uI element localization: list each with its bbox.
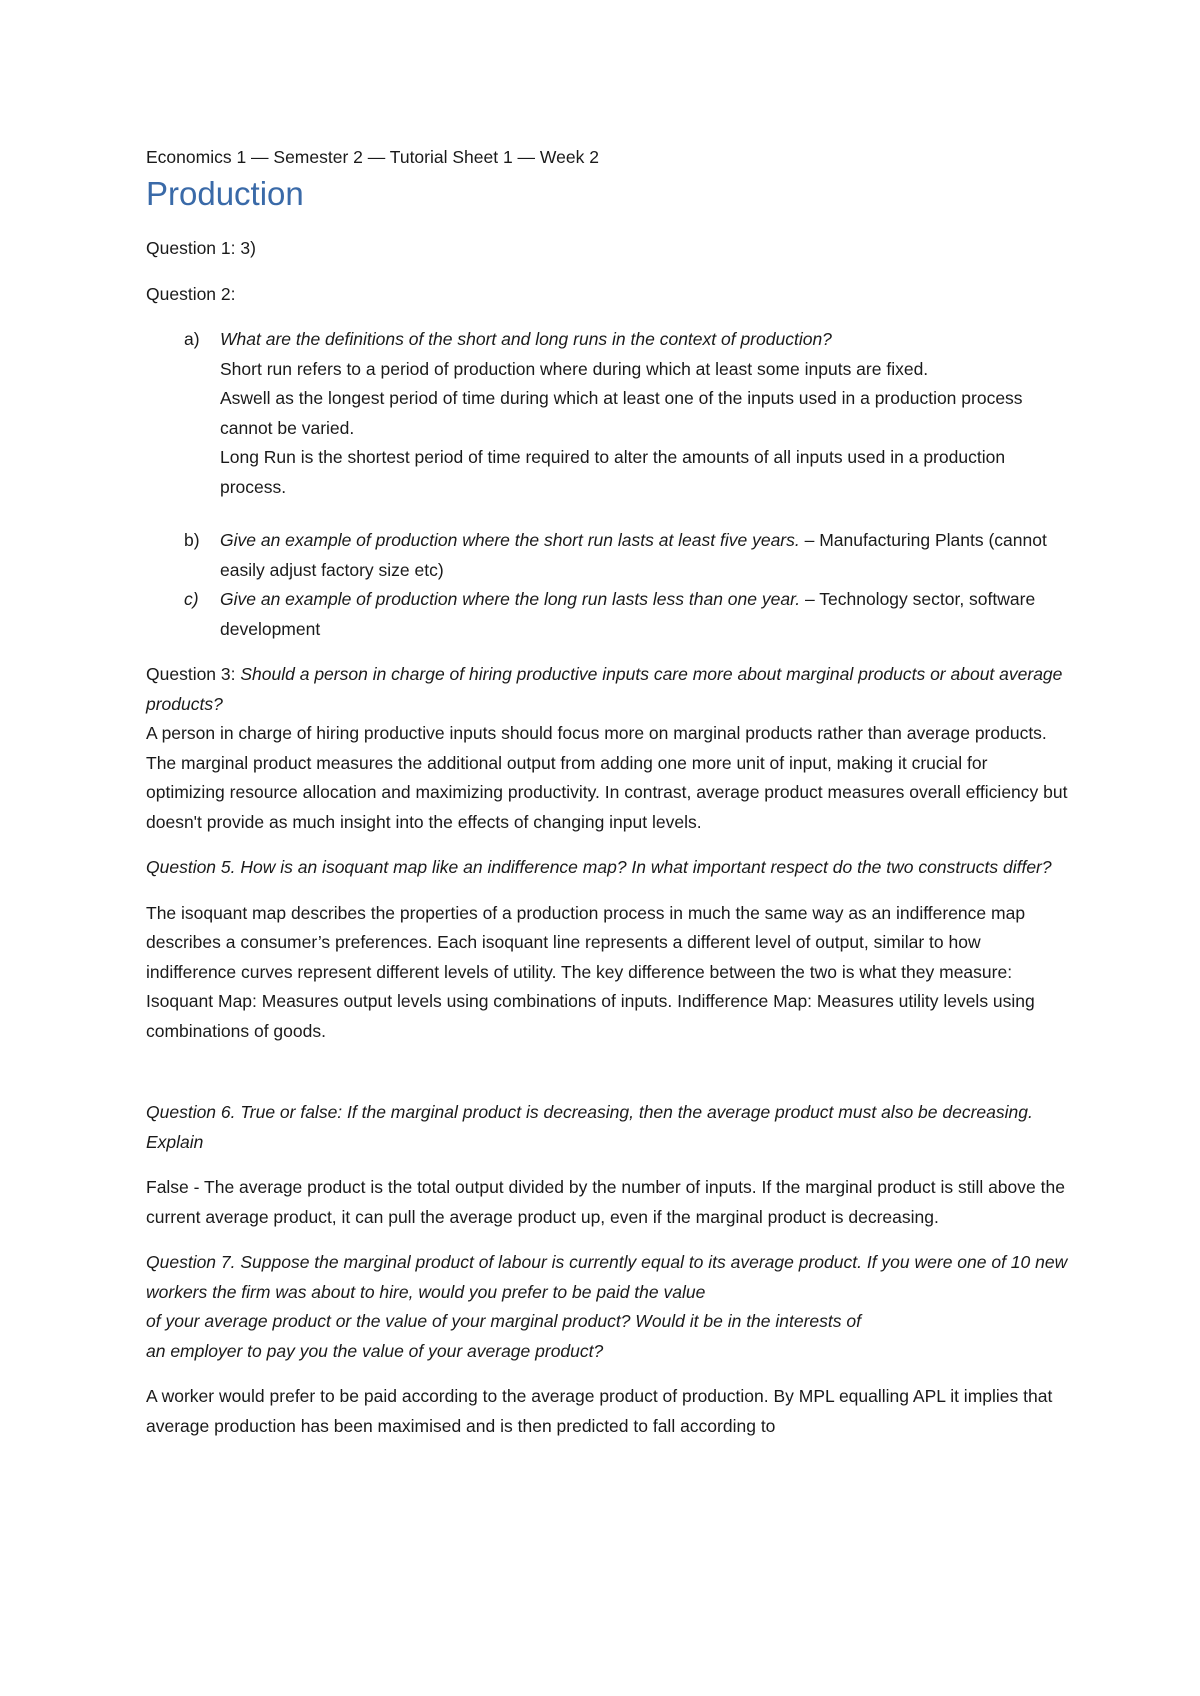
question-2b-answer: – Manufacturing Plants (cannot easily adjust factory size etc) xyxy=(220,530,1047,580)
list-marker: a) xyxy=(184,329,200,349)
question-3-label: Question 3: xyxy=(146,664,241,684)
question-6-answer: False - The average product is the total output divided by the number of inputs. If the marginal product is still above the current average product, it can pull the average product up, even if the marginal product is decreasing. xyxy=(146,1177,1065,1227)
question-5-text: Question 5. How is an isoquant map like an indifference map? In what important respect do the two constructs differ? xyxy=(146,857,1052,877)
document-title: Production xyxy=(146,175,304,212)
question-2c xyxy=(146,585,1070,644)
question-2-sublist xyxy=(146,325,1070,644)
question-2c-text: Give an example of production where the long run lasts less than one year. xyxy=(220,589,801,609)
question-7-text xyxy=(146,1248,1070,1366)
question-3-answer: A person in charge of hiring productive inputs should focus more on marginal products rather than average products. The marginal product measures the additional output from adding one more unit of input, making it crucial for optimizing resource allocation and maximizing productivity. In contrast, average product measures overall efficiency but doesn't provide as much insight into the effects of changing input levels. xyxy=(146,723,1068,832)
list-marker: b) xyxy=(184,530,200,550)
question-7-line-3: an employer to pay you the value of your average product? xyxy=(146,1340,604,1361)
list-marker: c) xyxy=(184,589,199,609)
question-1: Question 1: 3) xyxy=(146,238,256,258)
question-3-text: Should a person in charge of hiring productive inputs care more about marginal products or about average products? xyxy=(146,664,1063,714)
question-2c-answer: – Technology sector, software development xyxy=(220,589,1036,639)
question-2a-answer-short-run: Short run refers to a period of production where during which at least some inputs are fixed. xyxy=(220,358,929,379)
question-7-line-1: Question 7. Suppose the marginal product of labour is currently equal to its average product. If you were one of 10 new workers the firm was about to hire, would you prefer to be paid the value xyxy=(146,1252,1068,1302)
question-2a xyxy=(146,325,1070,502)
question-2-label: Question 2: xyxy=(146,283,236,304)
question-2a-text: What are the definitions of the short and long runs in the context of production? xyxy=(220,329,832,349)
question-6-text: Question 6. True or false: If the marginal product is decreasing, then the average product must also be decreasing. Explain xyxy=(146,1102,1033,1152)
question-7-line-2: of your average product or the value of your marginal product? Would it be in the interests of xyxy=(146,1311,861,1331)
question-2a-answer-aswell: Aswell as the longest period of time during which at least one of the inputs used in a production process cannot be varied. xyxy=(220,388,1023,438)
document-header: Economics 1 — Semester 2 — Tutorial Sheet 1 — Week 2 xyxy=(146,147,599,167)
question-7-answer: A worker would prefer to be paid according to the average product of production. By MPL equalling APL it implies that average production has been maximised and is then predicted to fall according to xyxy=(146,1386,1053,1436)
question-2b-text: Give an example of production where the short run lasts at least five years. xyxy=(220,530,800,550)
question-2a-answer-long-run: Long Run is the shortest period of time required to alter the amounts of all inputs used in a production process. xyxy=(220,447,1006,497)
question-3 xyxy=(146,660,1070,719)
question-2b xyxy=(146,526,1070,585)
question-5-answer: The isoquant map describes the properties of a production process in much the same way as an indifference map describes a consumer’s preferences. Each isoquant line represents a different level of output, similar to how indifference curves represent different levels of utility. The key difference between the two is what they measure: Isoquant Map: Measures output levels using combinations of inputs. Indifference Map: Measures utility levels using combinations of goods. xyxy=(146,902,1035,1041)
